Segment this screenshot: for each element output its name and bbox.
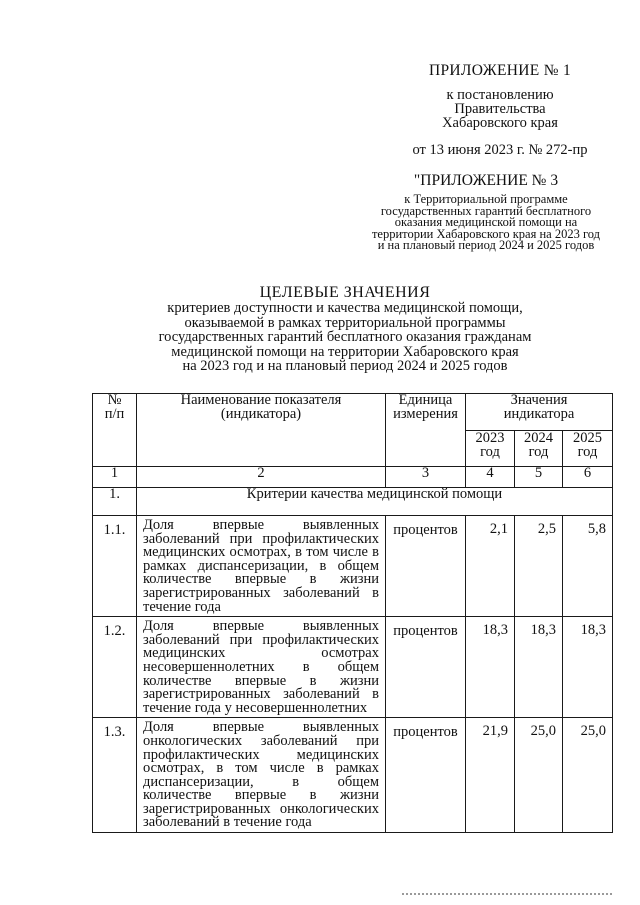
decree-date: от 13 июня 2023 г. № 272-пр: [412, 142, 588, 158]
value-2024: 18,3: [515, 617, 563, 718]
header-year-2023: 2023 год: [466, 431, 515, 467]
appendix-1-line: Хабаровского края: [442, 115, 558, 131]
appendix-3-line: и на плановый период 2024 и 2025 годов: [377, 238, 595, 252]
appendix-3-line: к Территориальной программе: [404, 192, 568, 206]
section-number: 1.: [93, 488, 137, 516]
header-year-2024: 2024 год: [515, 431, 563, 467]
value-2025: 18,3: [563, 617, 613, 718]
section-title: Критерии качества медицинской помощи: [137, 488, 613, 516]
table-header-row: [93, 394, 613, 431]
document-subtitle-line: медицинской помощи на территории Хабаровского края: [171, 343, 519, 360]
appendix-1-line: к постановлению: [446, 87, 554, 103]
scan-dotted-line: [402, 893, 612, 898]
appendix-3-line: территории Хабаровского края на 2023 год: [371, 226, 601, 241]
header-indicator-values: Значения индикатора: [466, 394, 613, 431]
header-year-2025: 2025 год: [563, 431, 613, 467]
header-indicator-name: Наименование показателя (индикатора): [137, 394, 386, 467]
section-row: [93, 488, 613, 516]
value-2025: 5,8: [563, 516, 613, 617]
indicator-unit: процентов: [386, 617, 466, 718]
appendix-3-block: [360, 172, 612, 252]
appendix-3-title: "ПРИЛОЖЕНИЕ № 3: [413, 172, 559, 189]
column-index: 1: [93, 467, 137, 488]
indicator-name: Доля впервые выявленных заболеваний при профилактических медицинских осмотрах, в том числе в рамках диспансеризации, в общем количестве впервые в жизни зарегистрированных заболеваний в течение года: [137, 516, 386, 617]
document-subtitle-line: государственных гарантий бесплатного оказания гражданам: [158, 329, 532, 345]
column-index: 4: [466, 467, 515, 488]
indicator-name: Доля впервые выявленных заболеваний при профилактических медицинских осмотрах несовершеннолетних в общем количестве впервые в жизни зарегистрированных заболеваний в течение года у несовершеннолетних: [137, 617, 386, 718]
value-2024: 25,0: [515, 718, 563, 833]
indicator-name: Доля впервые выявленных онкологических заболеваний при профилактических медицинских осмотрах, в том числе в рамках диспансеризации, в общем количестве впервые в жизни зарегистрированных онкологических заболеваний в течение года: [137, 718, 386, 833]
document-subtitle-line: на 2023 год и на плановый период 2024 и 2025 годов: [182, 358, 508, 374]
document-subtitle-line: оказываемой в рамках территориальной программы: [184, 314, 506, 331]
value-2023: 2,1: [466, 516, 515, 617]
value-2023: 18,3: [466, 617, 515, 718]
document-heading: [110, 284, 580, 374]
table-row: [93, 516, 613, 617]
column-index-row: [93, 467, 613, 488]
column-index: 3: [386, 467, 466, 488]
document-title: ЦЕЛЕВЫЕ ЗНАЧЕНИЯ: [259, 284, 431, 301]
value-2023: 21,9: [466, 718, 515, 833]
document-subtitle-line: критериев доступности и качества медицинской помощи,: [167, 300, 523, 316]
table-row: [93, 718, 613, 833]
column-index: 2: [137, 467, 386, 488]
row-number: 1.2.: [93, 617, 137, 718]
appendix-3-line: государственных гарантий бесплатного: [380, 203, 592, 218]
appendix-1-title: ПРИЛОЖЕНИЕ № 1: [428, 62, 572, 79]
table-row: [93, 617, 613, 718]
column-index: 5: [515, 467, 563, 488]
appendix-3-line: оказания медицинской помощи на: [394, 215, 578, 229]
appendix-1-line: Правительства: [454, 101, 546, 117]
value-2024: 2,5: [515, 516, 563, 617]
criteria-table: [92, 393, 613, 833]
value-2025: 25,0: [563, 718, 613, 833]
column-index: 6: [563, 467, 613, 488]
header-unit: Единица измерения: [386, 394, 466, 467]
appendix-1-block: [400, 62, 600, 159]
indicator-unit: процентов: [386, 516, 466, 617]
header-num: № п/п: [93, 394, 137, 467]
row-number: 1.3.: [93, 718, 137, 833]
indicator-unit: процентов: [386, 718, 466, 833]
row-number: 1.1.: [93, 516, 137, 617]
